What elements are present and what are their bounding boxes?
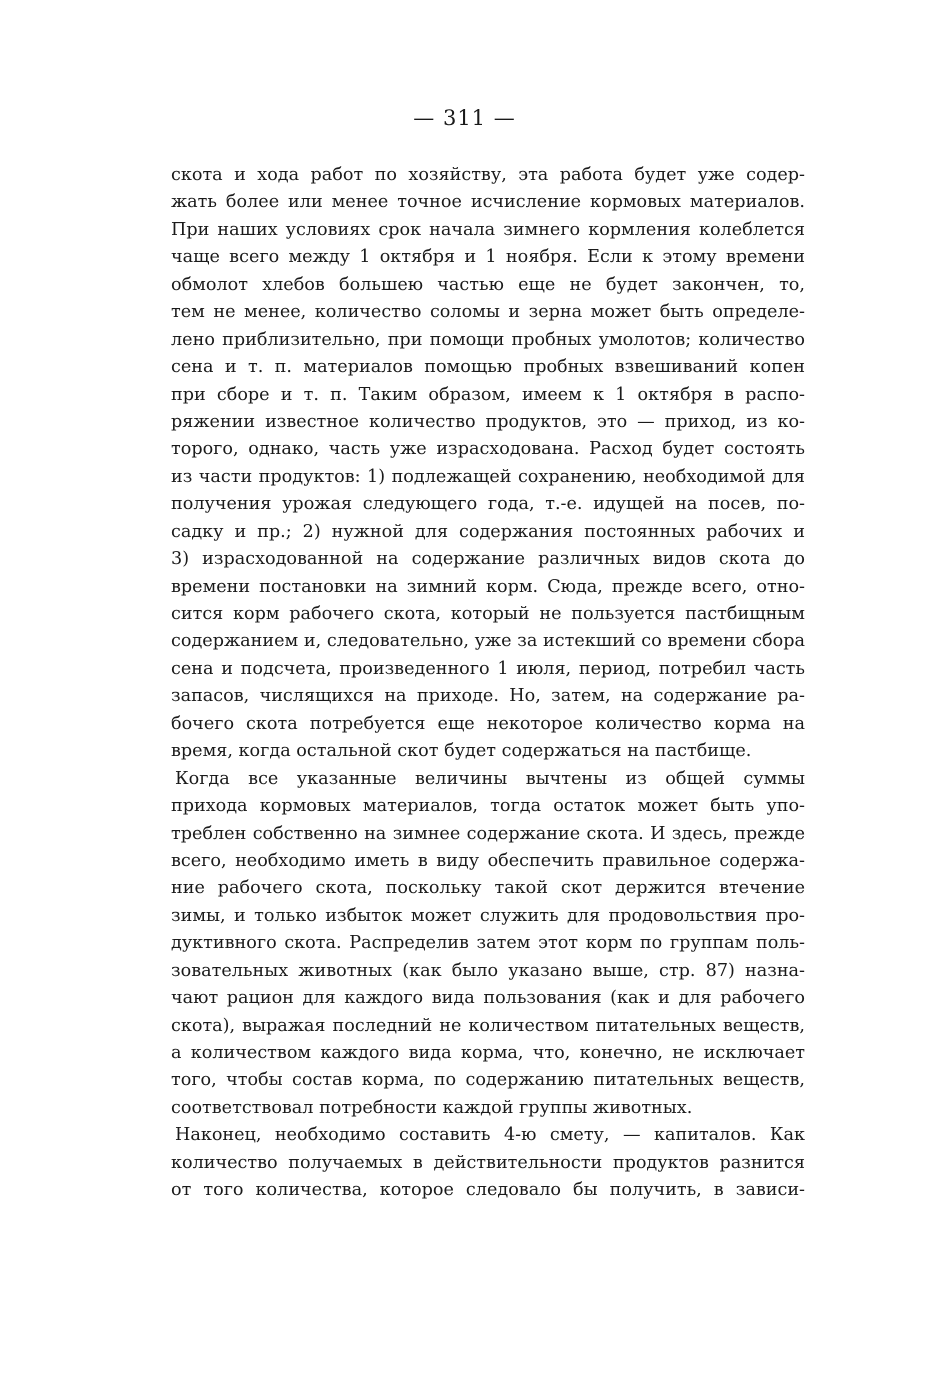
text-line-35: соответствовал потребности каждой группы животных. <box>171 1097 693 1118</box>
text-line-23: Когда все указанные величины вычтены из общей суммы <box>175 768 805 789</box>
text-line-5: обмолот хлебов большею частью еще не будет закончен, то, <box>171 274 805 295</box>
text-line-36: Наконец, необходимо составить 4-ю смету, — капиталов. Как <box>175 1125 805 1146</box>
text-line-31: чают рацион для каждого вида пользования (как и для рабочего <box>171 988 805 1009</box>
text-line-1: скота и хода работ по хозяйству, эта работа будет уже содер- <box>171 165 805 185</box>
text-line-22: время, когда остальной скот будет содержаться на пастбище. <box>171 741 752 762</box>
text-line-7: лено приблизительно, при помощи пробных умолотов; количество <box>171 329 805 350</box>
text-line-15: 3) израсходованной на содержание различных видов скота до <box>171 549 805 570</box>
text-line-8: сена и т. п. материалов помощью пробных взвешиваний копен <box>171 357 805 378</box>
text-line-13: получения урожая следующего года, т.-е. идущей на посев, по- <box>171 494 805 515</box>
text-line-29: дуктивного скота. Распределив затем этот корм по группам поль- <box>171 933 805 954</box>
text-line-10: ряжении известное количество продуктов, это — приход, из ко- <box>171 411 805 432</box>
text-line-30: зовательных животных (как было указано выше, стр. 87) назна- <box>171 960 805 981</box>
text-line-26: всего, необходимо иметь в виду обеспечить правильное содержа- <box>171 850 805 871</box>
text-line-25: треблен собственно на зимнее содержание скота. И здесь, прежде <box>171 823 805 844</box>
text-line-38: от того количества, которое следовало бы получить, в зависи- <box>171 1180 805 1201</box>
text-line-21: бочего скота потребуется еще некоторое количество корма на <box>171 713 805 734</box>
text-line-18: содержанием и, следовательно, уже за истекший со времени сбора <box>171 631 805 652</box>
text-line-20: запасов, числящихся на приходе. Но, затем, на содержание ра- <box>171 686 805 707</box>
text-line-4: чаще всего между 1 октября и 1 ноября. Если к этому времени <box>171 247 805 268</box>
text-line-19: сена и подсчета, произведенного 1 июля, период, потребил часть <box>171 658 805 679</box>
text-line-24: прихода кормовых материалов, тогда остаток может быть упо- <box>171 796 805 817</box>
text-line-32: скота), выражая последний не количеством питательных веществ, <box>171 1015 805 1036</box>
text-line-6: тем не менее, количество соломы и зерна может быть определе- <box>171 302 805 323</box>
text-line-11: торого, однако, часть уже израсходована. Расход будет состоять <box>171 439 805 460</box>
text-line-9: при сборе и т. п. Таким образом, имеем к 1 октября в распо- <box>171 384 805 405</box>
text-line-2: жать более или менее точное исчисление кормовых материалов. <box>171 192 805 213</box>
text-line-3: При наших условиях срок начала зимнего кормления колеблется <box>171 219 805 240</box>
text-line-37: количество получаемых в действительности продуктов разнится <box>171 1152 805 1173</box>
page-number: — 311 — <box>413 106 516 130</box>
text-line-12: из части продуктов: 1) подлежащей сохранению, необходимой для <box>171 466 805 487</box>
text-line-33: а количеством каждого вида корма, что, конечно, не исключает <box>171 1043 805 1063</box>
body-text <box>171 162 805 1205</box>
text-line-17: сится корм рабочего скота, который не пользуется пастбищным <box>171 604 805 624</box>
text-line-34: того, чтобы состав корма, по содержанию питательных веществ, <box>171 1070 805 1091</box>
text-line-14: садку и пр.; 2) нужной для содержания постоянных рабочих и <box>171 521 805 542</box>
text-line-16: времени постановки на зимний корм. Сюда, прежде всего, отно- <box>171 576 805 597</box>
text-line-28: зимы, и только избыток может служить для продовольствия про- <box>171 905 805 926</box>
text-line-27: ние рабочего скота, поскольку такой скот держится втечение <box>171 878 805 899</box>
